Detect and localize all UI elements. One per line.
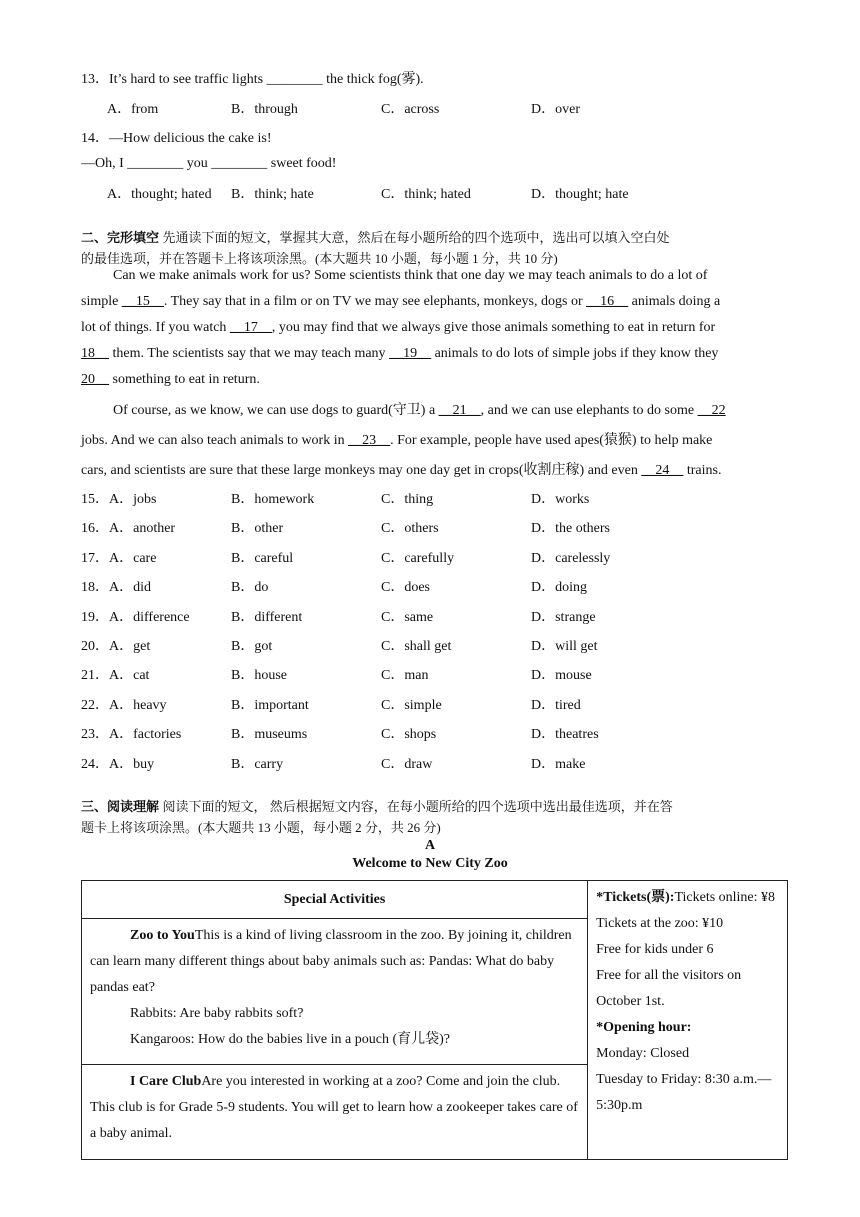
q14-option-a: A．thought; hated [107,187,212,202]
cloze-question-option-b: B．important [231,697,309,713]
tickets-label: *Tickets(票): [596,890,675,905]
cloze-question-option-a: 24．A．buy [81,756,155,772]
opening-hour-label: *Opening hour: [596,1020,692,1035]
cloze-text: lot of things. If you watch [81,320,230,335]
cloze-text: something to eat in return. [109,372,260,387]
cloze-line [113,399,726,419]
cloze-question-option-c: C．others [381,521,439,537]
section-2-title: 二、完形填空 [81,231,160,246]
cloze-line [113,268,707,284]
zoo-to-you-cell [82,919,588,1065]
cloze-question-option-c: C．shops [381,727,437,743]
cloze-question-option-b: B．museums [231,727,308,743]
cloze-question-option-a: 16．A．another [81,521,176,537]
cloze-question-option-a: 22．A．heavy [81,697,167,713]
q14-option-d: D．thought; hate [531,187,629,202]
cloze-question-option-c: C．simple [381,697,442,713]
special-activities-header: Special Activities [82,881,588,919]
cloze-text: . They say that in a film or on TV we may see elephants, monkeys, dogs or [163,294,587,309]
tickets-cell [588,881,788,1160]
cloze-question-option-b: B．got [231,639,273,654]
cloze-question-option-b: B．careful [231,550,294,566]
i-care-club-title: I Care Club [130,1074,202,1089]
tuesday-friday-hours: Tuesday to Friday: 8:30 a.m.—5:30p.m [596,1072,772,1113]
cloze-question-option-a: 19．A．difference [81,609,190,625]
i-care-club-cell [82,1065,588,1160]
cloze-question-option-d: D．doing [531,580,587,596]
cloze-question-option-b: B．other [231,521,284,537]
passage-title: Welcome to New City Zoo [352,856,508,871]
section-3-heading [81,797,781,838]
cloze-blank: __16__ [586,294,629,309]
section-2-instruction-2: 的最佳选项，并在答题卡上将该项涂黑。(本大题共 10 小题，每小题 1 分，共 10 分) [81,251,558,266]
cloze-line [81,294,720,310]
cloze-question-option-c: C．thing [381,492,434,507]
cloze-question-option-a: 20．A．get [81,639,151,654]
tickets-at-zoo: Tickets at the zoo: ¥10 [596,916,724,931]
cloze-question-option-c: C．does [381,580,430,596]
cloze-question-option-d: D．tired [531,697,581,713]
q13-option-a: A．from [107,102,159,117]
cloze-text: , and we can use elephants to do some [480,403,698,418]
question-13-stem: 13．It’s hard to see traffic lights ________ the thick fog(雾). [81,72,424,87]
cloze-question-option-a: 21．A．cat [81,668,150,684]
section-3-title: 三、阅读理解 [81,800,160,815]
q13-option-d: D．over [531,102,580,117]
cloze-question-option-b: B．house [231,668,287,684]
zoo-to-you-rabbits: Rabbits: Are baby rabbits soft? [130,1006,304,1021]
cloze-question-option-a: 17．A．care [81,550,157,566]
cloze-question-option-a: 23．A．factories [81,727,182,743]
cloze-question-option-d: D．carelessly [531,550,611,566]
free-for-kids: Free for kids under 6 [596,942,714,957]
section-2-instruction-1: 先通读下面的短文，掌握其大意，然后在每小题所给的四个选项中，选出可以填入空白处 [162,230,670,245]
cloze-question-option-b: B．carry [231,756,284,772]
section-2-heading [81,228,781,269]
cloze-blank: __19__ [389,346,432,361]
cloze-blank: __22 [697,403,726,418]
cloze-line [81,459,721,479]
section-3-instruction-1: 阅读下面的短文， 然后根据短文内容，在每小题所给的四个选项中选出最佳选项，并在答 [162,799,673,814]
cloze-question-option-a: 18．A．did [81,580,151,596]
cloze-line [81,320,715,336]
cloze-question-option-d: D．make [531,756,586,772]
cloze-question-option-d: D．works [531,492,590,507]
cloze-blank: 20__ [81,372,109,387]
cloze-line [81,346,718,362]
question-14-stem: 14．—How delicious the cake is! [81,131,272,146]
cloze-question-option-c: C．carefully [381,550,455,566]
zoo-info-table [81,880,788,1160]
zoo-to-you-kangaroos: Kangaroos: How do the babies live in a pouch (育儿袋)? [130,1032,450,1047]
free-october: Free for all the visitors on October 1st. [596,968,742,1009]
cloze-question-option-c: C．same [381,609,434,625]
zoo-to-you-title: Zoo to You [130,928,195,943]
cloze-question-option-c: C．man [381,668,429,684]
cloze-text: animals doing a [628,294,721,309]
cloze-text: cars, and scientists are sure that these large monkeys may one day get in crops(收割庄稼) and even [81,463,642,478]
cloze-text: trains. [683,463,722,478]
cloze-question-option-d: D．will get [531,639,598,654]
cloze-line [81,372,260,388]
cloze-blank: __23__ [348,433,391,448]
cloze-blank: __21__ [438,403,481,418]
cloze-question-option-d: D．strange [531,609,596,625]
q14-option-c: C．think; hated [381,187,471,202]
cloze-question-option-b: B．do [231,580,269,596]
q14-option-b: B．think; hate [231,187,314,202]
q13-option-c: C．across [381,102,440,117]
q13-option-b: B．through [231,102,298,117]
section-3-instruction-2: 题卡上将该项涂黑。(本大题共 13 小题，每小题 2 分，共 26 分) [81,820,441,835]
cloze-blank: 18__ [81,346,109,361]
cloze-question-option-b: B．different [231,609,303,625]
cloze-question-option-d: D．mouse [531,668,592,684]
cloze-text: simple [81,294,122,309]
cloze-question-option-a: 15．A．jobs [81,492,157,507]
cloze-blank: __24__ [641,463,684,478]
cloze-text: Can we make animals work for us? Some scientists think that one day we may teach animals to do a lot of [113,268,708,283]
cloze-text: , you may find that we always give those animals something to eat in return for [271,320,716,335]
monday-hours: Monday: Closed [596,1046,690,1061]
cloze-question-option-d: D．theatres [531,727,599,743]
cloze-text: Of course, as we know, we can use dogs to guard(守卫) a [113,403,439,418]
cloze-text: them. The scientists say that we may teach many [109,346,390,361]
cloze-question-option-d: D．the others [531,521,610,537]
cloze-text: jobs. And we can also teach animals to work in [81,433,349,448]
cloze-text: . For example, people have used apes(猿猴) to help make [390,433,713,448]
zoo-to-you-text: This is a kind of living classroom in the zoo. By joining it, children can learn many different things about baby animals such as: Pandas: What do baby pandas eat? [90,928,572,995]
cloze-text: animals to do lots of simple jobs if they know they [431,346,719,361]
cloze-blank: __15__ [121,294,164,309]
i-care-club-text: Are you interested in working at a zoo? Come and join the club. This club is for Grade 5-9 students. You will get to learn how a zookeeper takes care of a baby animal. [90,1074,578,1141]
cloze-question-option-b: B．homework [231,492,315,507]
passage-letter: A [424,838,436,853]
tickets-online: Tickets online: ¥8 [674,890,776,905]
cloze-blank: __17__ [229,320,272,335]
question-14-reply: —Oh, I ________ you ________ sweet food! [81,156,337,171]
cloze-line [81,429,712,449]
cloze-question-option-c: C．shall get [381,639,452,654]
cloze-question-option-c: C．draw [381,756,433,772]
